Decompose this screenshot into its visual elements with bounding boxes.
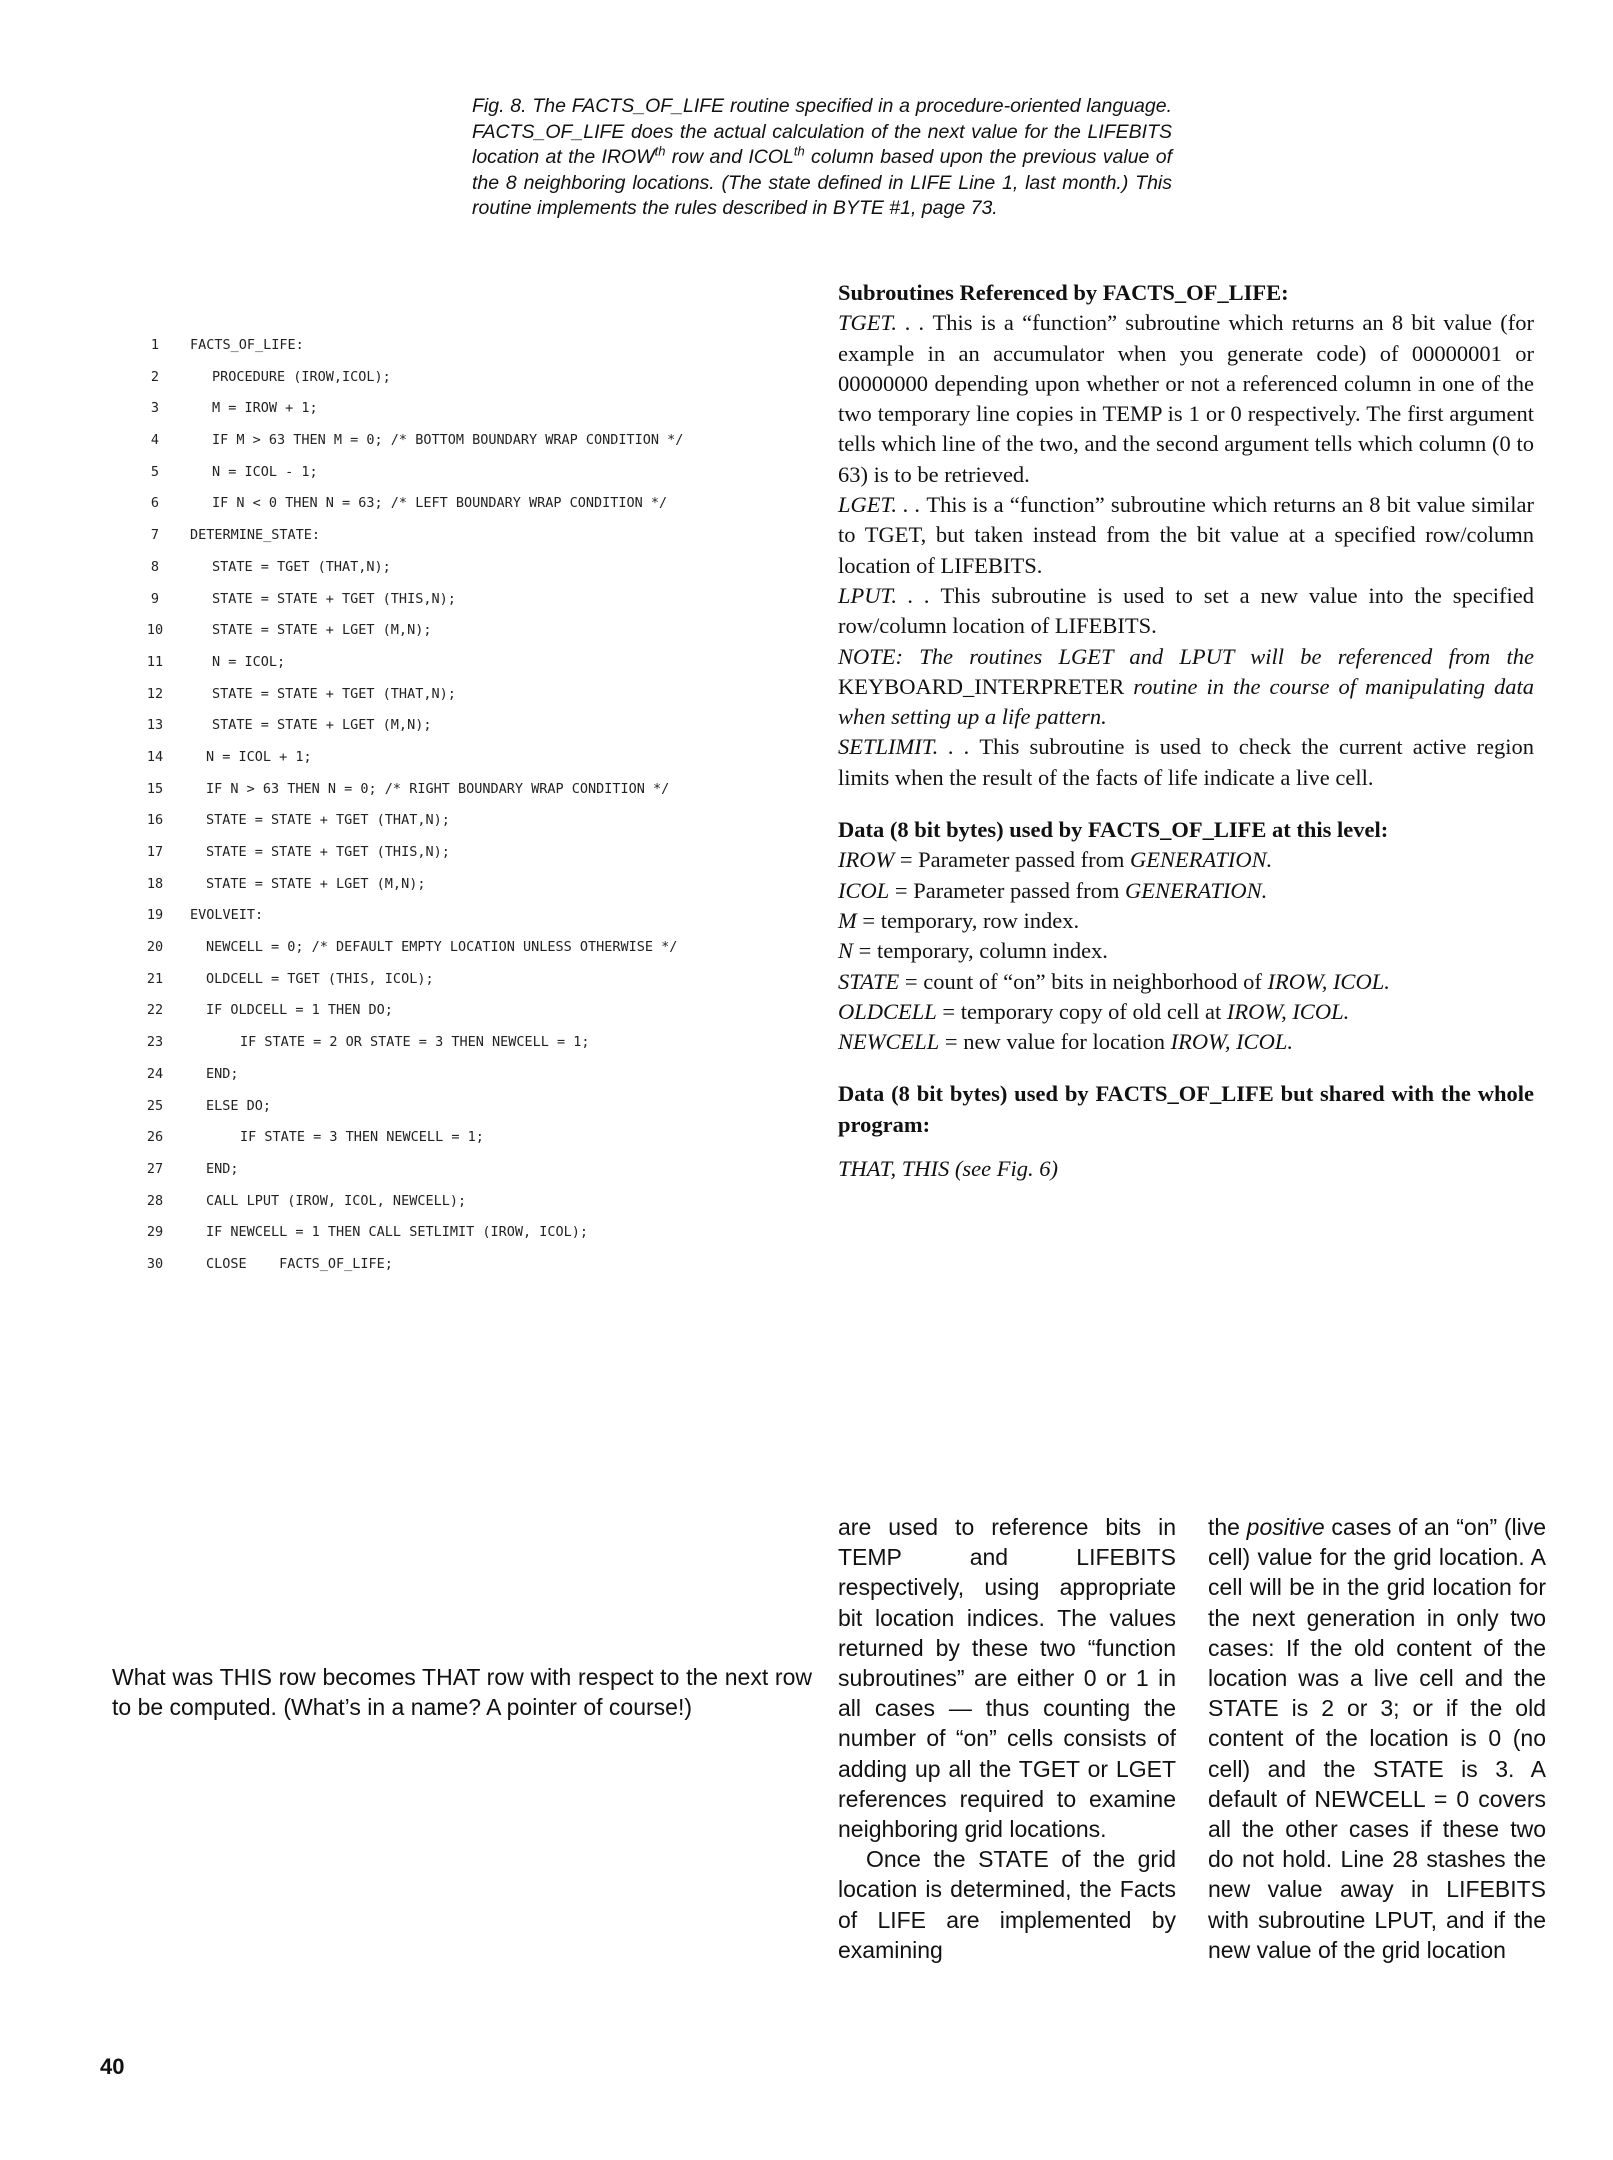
data-item: N = temporary, column index.	[838, 938, 1108, 964]
code-text: EVOLVEIT:	[190, 907, 264, 924]
code-line	[140, 1027, 820, 1059]
line-number: 20	[146, 939, 164, 956]
code-text: N = ICOL + 1;	[206, 748, 312, 765]
code-text: STATE = TGET (THAT,N);	[212, 558, 391, 575]
line-number: 13	[146, 717, 164, 734]
code-text: IF N < 0 THEN N = 63; /* LEFT BOUNDARY WRAP CONDITION */	[212, 495, 668, 512]
data-item: STATE = count of “on” bits in neighborhood of IROW, ICOL.	[838, 968, 1390, 994]
line-number: 12	[146, 685, 164, 702]
code-text: IF OLDCELL = 1 THEN DO;	[206, 1002, 393, 1019]
code-text: STATE = STATE + LGET (M,N);	[212, 717, 432, 734]
line-number: 21	[146, 970, 164, 987]
code-line	[140, 869, 820, 901]
line-number: 24	[146, 1065, 164, 1082]
line-number: 11	[146, 653, 164, 670]
code-line	[140, 1154, 820, 1186]
subroutines-section	[838, 278, 1534, 1184]
code-line	[140, 900, 820, 932]
line-number: 23	[146, 1034, 164, 1051]
code-line	[140, 615, 820, 647]
code-line	[140, 932, 820, 964]
bottom-left-paragraph: What was THIS row becomes THAT row with respect to the next row to be computed. (What’s in a name? A pointer of course!)	[112, 1664, 812, 1721]
setlimit-description: SETLIMIT. . . This subroutine is used to check the current active region limits when the result of the facts of life indicate a live cell.	[838, 734, 1535, 790]
code-text: CALL LPUT (IROW, ICOL, NEWCELL);	[206, 1192, 467, 1209]
line-number: 14	[146, 748, 164, 765]
code-text: STATE = STATE + TGET (THIS,N);	[212, 590, 456, 607]
code-text: CLOSE FACTS_OF_LIFE;	[206, 1255, 393, 1272]
line-number: 2	[150, 368, 160, 385]
line-number: 19	[146, 907, 164, 924]
code-text: OLDCELL = TGET (THIS, ICOL);	[206, 970, 434, 987]
lget-description: LGET. . . This is a “function” subroutine which returns an 8 bit value similar to TGET, but taken instead from the bit value at a specified row/column location of LIFEBITS.	[838, 492, 1534, 578]
code-text: NEWCELL = 0; /* DEFAULT EMPTY LOCATION UNLESS OTHERWISE */	[206, 939, 678, 956]
line-number: 7	[150, 527, 160, 544]
code-line	[140, 1059, 820, 1091]
local-data-heading: Data (8 bit bytes) used by FACTS_OF_LIFE at this level:	[838, 817, 1389, 843]
line-number: 10	[146, 622, 164, 639]
code-text: IF M > 63 THEN M = 0; /* BOTTOM BOUNDARY WRAP CONDITION */	[212, 432, 684, 449]
code-line	[140, 995, 820, 1027]
code-line	[140, 1249, 820, 1281]
code-text: END;	[206, 1065, 239, 1082]
code-line	[140, 425, 820, 457]
code-text: FACTS_OF_LIFE:	[190, 337, 304, 353]
code-text: STATE = STATE + TGET (THAT,N);	[212, 685, 456, 702]
code-line	[140, 1186, 820, 1218]
code-line	[140, 457, 820, 489]
code-line	[140, 488, 820, 520]
code-text: STATE = STATE + TGET (THAT,N);	[206, 812, 450, 829]
local-data-list	[838, 845, 1534, 1057]
code-text: STATE = STATE + TGET (THIS,N);	[206, 844, 450, 860]
line-number: 9	[150, 590, 160, 607]
line-number: 30	[146, 1255, 164, 1272]
code-text: IF STATE = 2 OR STATE = 3 THEN NEWCELL = 1;	[240, 1034, 590, 1051]
code-text: STATE = STATE + LGET (M,N);	[212, 622, 432, 639]
line-number: 3	[150, 400, 160, 417]
body-paragraph: are used to reference bits in TEMP and LIFEBITS respectively, using appropriate bit location indices. The values returned by these two “function subroutines” are either 0 or 1 in all cases — thus counting the number of “on” cells consists of adding up all the TGET or LGET references required to examine neighboring grid locations.	[838, 1514, 1176, 1843]
code-line	[140, 552, 820, 584]
line-number: 26	[146, 1129, 164, 1146]
code-text: DETERMINE_STATE:	[190, 527, 321, 544]
tget-description: TGET. . . This is a “function” subroutine which returns an 8 bit value (for example in an accumulator when you generate code) of 00000001 or 00000000 depending upon whether or not a referenced column in one of the two temporary line copies in TEMP is 1 or 0 respectively. The first argument tells which line of the two, and the second argument tells which column (0 to 63) is to be retrieved.	[838, 310, 1534, 487]
line-number: 8	[150, 558, 160, 575]
line-number: 28	[146, 1192, 164, 1209]
line-number: 27	[146, 1160, 164, 1177]
code-text: N = ICOL;	[212, 653, 286, 670]
data-item: M = temporary, row index.	[838, 907, 1080, 933]
code-line	[140, 742, 820, 774]
line-number: 16	[146, 812, 164, 829]
figure-caption: Fig. 8. The FACTS_OF_LIFE routine specified in a procedure-oriented language. FACTS_OF_LIFE does the actual calculation of the next value for the LIFEBITS location at the $IROW^{th}$ row and $ICOL^{th}$ column based upon the previous value of the 8 neighboring locations. (The state defined in LIFE Line 1, last month.) This routine implements the rules described in BYTE #1, page 73.	[472, 95, 1172, 219]
code-text: M = IROW + 1;	[212, 400, 318, 417]
line-number: 29	[146, 1224, 164, 1241]
line-number: 22	[146, 1002, 164, 1019]
lput-description: LPUT. . . This subroutine is used to set a new value into the specified row/column location of LIFEBITS.	[838, 582, 1534, 639]
code-text: N = ICOL - 1;	[212, 463, 318, 480]
code-line	[140, 647, 820, 679]
line-number: 6	[150, 495, 160, 512]
shared-data-heading: Data (8 bit bytes) used by FACTS_OF_LIFE but shared with the whole program:	[838, 1081, 1534, 1137]
body-paragraph: the positive cases of an “on” (live cell) value for the grid location. A cell will be in the grid location for the next generation in only two cases: If the old content of the location was a live cell and the STATE is 2 or 3; or if the old content of the location is 0 (no cell) and the STATE is 3. A default of NEWCELL = 0 covers all the other cases if these two do not hold. Line 28 stashes the new value away in LIFEBITS with subroutine LPUT, and if the new value of the grid location	[1208, 1514, 1546, 1963]
code-text: STATE = STATE + LGET (M,N);	[206, 875, 426, 892]
code-line	[140, 520, 820, 552]
bottom-middle-column	[838, 1512, 1176, 1965]
bottom-right-column	[1208, 1512, 1546, 1965]
code-line	[140, 1122, 820, 1154]
shared-data-value: THAT, THIS (see Fig. 6)	[838, 1156, 1058, 1182]
code-line	[140, 774, 820, 806]
data-item: IROW = Parameter passed from GENERATION.	[838, 847, 1273, 873]
page-number: 40	[100, 2054, 125, 2079]
code-line	[140, 964, 820, 996]
code-line	[140, 805, 820, 837]
line-number: 25	[146, 1097, 164, 1114]
data-item: ICOL = Parameter passed from GENERATION.	[838, 877, 1268, 903]
code-text: IF STATE = 3 THEN NEWCELL = 1;	[240, 1129, 484, 1146]
line-number: 15	[146, 780, 164, 797]
code-line	[140, 1217, 820, 1249]
subroutines-heading: Subroutines Referenced by FACTS_OF_LIFE:	[838, 280, 1289, 305]
body-paragraph: Once the STATE of the grid location is determined, the Facts of LIFE are implemented by examining	[838, 1846, 1176, 1963]
code-text: IF N > 63 THEN N = 0; /* RIGHT BOUNDARY WRAP CONDITION */	[206, 780, 670, 797]
line-number: 5	[150, 463, 160, 480]
line-number: 4	[150, 432, 160, 449]
code-listing	[140, 330, 820, 1281]
note: NOTE: The routines LGET and LPUT will be referenced from the KEYBOARD_INTERPRETER routine in the course of manipulating data when setting up a life pattern.	[838, 643, 1534, 730]
code-line	[140, 584, 820, 616]
code-line	[140, 710, 820, 742]
code-text: END;	[206, 1160, 239, 1177]
line-number: 18	[146, 875, 164, 892]
data-item: OLDCELL = temporary copy of old cell at IROW, ICOL.	[838, 998, 1350, 1024]
code-text: IF NEWCELL = 1 THEN CALL SETLIMIT (IROW, ICOL);	[206, 1224, 589, 1241]
code-line	[140, 1091, 820, 1123]
code-line	[140, 330, 820, 362]
code-line	[140, 837, 820, 869]
data-item: NEWCELL = new value for location IROW, ICOL.	[838, 1029, 1293, 1055]
code-line	[140, 679, 820, 711]
code-text: ELSE DO;	[206, 1097, 272, 1114]
code-text: PROCEDURE (IROW,ICOL);	[212, 368, 391, 385]
code-line	[140, 362, 820, 394]
code-line	[140, 393, 820, 425]
line-number: 17	[146, 844, 164, 860]
line-number: 1	[150, 337, 160, 353]
